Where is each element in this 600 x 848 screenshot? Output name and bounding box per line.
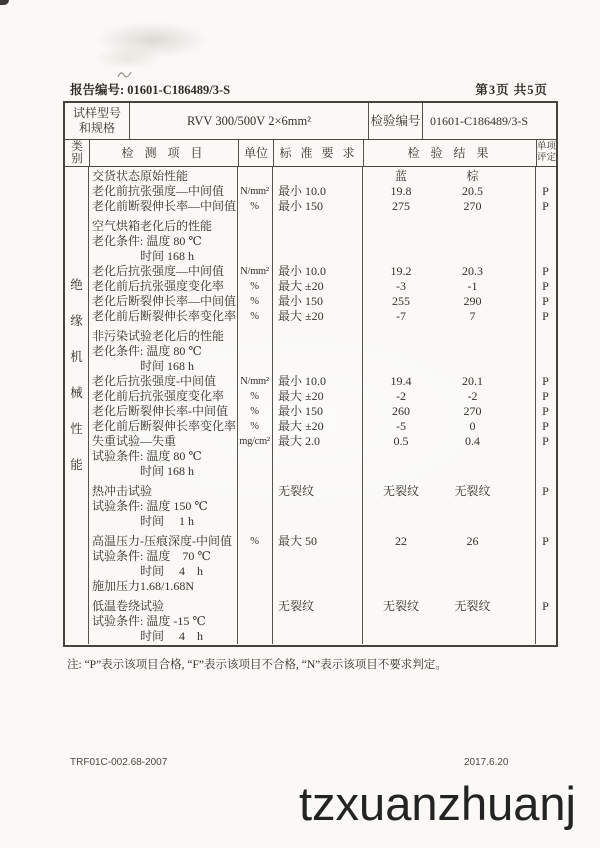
cell-unit bbox=[237, 234, 272, 249]
form-code: TRF01C-002.68-2007 bbox=[70, 757, 168, 768]
cell-evaluation bbox=[535, 329, 556, 344]
result-brown-core: -2 bbox=[467, 389, 478, 403]
cell-results bbox=[362, 599, 535, 614]
cell-results bbox=[362, 264, 535, 279]
table-row bbox=[65, 599, 556, 614]
cell-results bbox=[362, 199, 535, 214]
cell-item: 老化前后抗张强度变化率 bbox=[92, 279, 225, 293]
test-group bbox=[65, 484, 556, 529]
result-blue-core: -7 bbox=[396, 309, 406, 323]
cell-unit: % bbox=[250, 311, 259, 322]
cell-standard: 最大 ±20 bbox=[278, 419, 324, 433]
cell-item: 老化后断裂伸长率-中间值 bbox=[92, 404, 228, 418]
col-header-evaluation-line1: 单项 bbox=[537, 142, 557, 152]
test-group bbox=[65, 534, 556, 594]
cell-results bbox=[362, 249, 535, 264]
cell-item: 时间 1 h bbox=[92, 514, 195, 528]
cell-evaluation bbox=[535, 629, 556, 644]
cell-unit bbox=[237, 329, 272, 344]
cell-item: 空气烘箱老化后的性能 bbox=[92, 219, 213, 233]
col-header-result: 检 验 结 果 bbox=[364, 140, 537, 166]
cell-item: 试验条件: 温度 -15 ℃ bbox=[92, 614, 206, 628]
footnote: 注: “P”表示该项目合格, “F”表示该项目不合格, “N”表示该项目不要求判定。 bbox=[67, 659, 447, 671]
cell-evaluation: P bbox=[542, 404, 549, 418]
cell-evaluation: P bbox=[542, 199, 549, 213]
cell-evaluation: P bbox=[542, 374, 549, 388]
result-blue-core: 260 bbox=[392, 404, 410, 418]
cell-unit bbox=[237, 549, 272, 564]
cell-unit bbox=[237, 629, 272, 644]
sample-spec-value: RVV 300/500V 2×6mm² bbox=[130, 103, 369, 139]
cell-item: 老化后断裂伸长率—中间值 bbox=[92, 294, 237, 308]
col-header-standard: 标 准 要 求 bbox=[274, 140, 364, 166]
result-brown-core bbox=[440, 359, 505, 374]
cell-standard bbox=[272, 169, 362, 184]
table-row bbox=[65, 199, 556, 214]
cell-results bbox=[362, 484, 535, 499]
cell-item: 高温压力-压痕深度-中间值 bbox=[92, 534, 232, 548]
cell-evaluation bbox=[535, 449, 556, 464]
footer-date: 2017.6.20 bbox=[464, 757, 509, 768]
category-char: 性 bbox=[70, 422, 83, 436]
cell-evaluation: P bbox=[542, 484, 549, 498]
cell-item: 低温卷绕试验 bbox=[92, 599, 165, 613]
cell-evaluation: P bbox=[542, 264, 549, 278]
cell-results bbox=[362, 169, 535, 184]
cell-standard: 最小 150 bbox=[278, 404, 324, 418]
result-blue-core bbox=[362, 329, 440, 344]
page-indicator: 第3页 共5页 bbox=[475, 83, 548, 97]
report-number-label: 报告编号: bbox=[70, 83, 128, 97]
result-blue-core bbox=[362, 564, 440, 579]
cell-results bbox=[362, 389, 535, 404]
category-char: 绝 bbox=[70, 278, 83, 292]
result-blue-core: 蓝 bbox=[394, 169, 407, 183]
cell-item: 老化前抗张强度—中间值 bbox=[92, 184, 225, 198]
cell-unit: N/mm² bbox=[240, 266, 269, 277]
result-brown-core: 棕 bbox=[466, 169, 479, 183]
cell-item: 时间 168 h bbox=[92, 464, 195, 478]
table-row bbox=[65, 389, 556, 404]
cell-evaluation: P bbox=[542, 599, 549, 613]
cell-unit bbox=[237, 514, 272, 529]
result-brown-core: 270 bbox=[463, 199, 482, 213]
cell-evaluation bbox=[535, 249, 556, 264]
cell-item: 老化前后断裂伸长率变化率 bbox=[92, 419, 237, 433]
result-brown-core: 无裂纹 bbox=[454, 599, 491, 613]
result-blue-core bbox=[362, 499, 440, 514]
table-row bbox=[65, 329, 556, 344]
cell-results bbox=[362, 219, 535, 234]
result-blue-core: 255 bbox=[392, 294, 410, 308]
cell-item: 老化前后断裂伸长率变化率 bbox=[92, 309, 237, 323]
result-blue-core bbox=[362, 449, 440, 464]
cell-unit bbox=[237, 219, 272, 234]
cell-results bbox=[362, 629, 535, 644]
cell-item: 时间 4 h bbox=[92, 629, 204, 643]
cell-item: 热冲击试验 bbox=[92, 484, 153, 498]
cell-item: 失重试验—失重 bbox=[92, 434, 177, 448]
category-char: 能 bbox=[70, 458, 83, 472]
cell-evaluation bbox=[535, 219, 556, 234]
cell-item: 交货状态原始性能 bbox=[92, 169, 189, 183]
cell-results bbox=[362, 534, 535, 549]
cell-standard: 最大 ±20 bbox=[278, 279, 324, 293]
cell-standard bbox=[272, 549, 362, 564]
test-group bbox=[65, 219, 556, 324]
result-blue-core bbox=[362, 579, 440, 594]
result-blue-core: -3 bbox=[396, 279, 406, 293]
cell-item: 施加压力1.68/1.68N bbox=[92, 579, 195, 593]
cell-unit: % bbox=[250, 281, 259, 292]
table-row bbox=[65, 629, 556, 644]
col-header-item: 检 测 项 目 bbox=[90, 140, 239, 166]
cell-item: 老化后抗张强度-中间值 bbox=[92, 374, 216, 388]
cell-standard: 最大 50 bbox=[278, 534, 318, 548]
cell-standard bbox=[272, 464, 362, 479]
cell-results bbox=[362, 449, 535, 464]
cell-unit: % bbox=[250, 406, 259, 417]
result-blue-core bbox=[362, 234, 440, 249]
table-body bbox=[65, 167, 556, 644]
cell-evaluation: P bbox=[542, 389, 549, 403]
cell-evaluation bbox=[535, 614, 556, 629]
result-brown-core: 290 bbox=[463, 294, 482, 308]
cell-item: 老化后抗张强度—中间值 bbox=[92, 264, 225, 278]
cell-standard bbox=[272, 234, 362, 249]
result-brown-core bbox=[440, 549, 505, 564]
cell-evaluation: P bbox=[542, 434, 549, 448]
cell-evaluation bbox=[535, 359, 556, 374]
test-group bbox=[65, 329, 556, 479]
cell-unit bbox=[237, 464, 272, 479]
table-row bbox=[65, 499, 556, 514]
result-brown-core: -1 bbox=[467, 279, 478, 293]
sample-spec-label-line2: 和规格 bbox=[78, 121, 115, 135]
result-blue-core: 19.8 bbox=[390, 184, 412, 198]
table-row bbox=[65, 219, 556, 234]
cell-standard bbox=[272, 629, 362, 644]
table-row bbox=[65, 434, 556, 449]
table-row bbox=[65, 614, 556, 629]
cell-standard: 最小 10.0 bbox=[278, 184, 327, 198]
cell-results bbox=[362, 279, 535, 294]
result-brown-core: 270 bbox=[463, 404, 482, 418]
result-blue-core bbox=[362, 344, 440, 359]
cell-item: 老化条件: 温度 80 ℃ bbox=[92, 234, 202, 248]
cell-results bbox=[362, 184, 535, 199]
result-brown-core bbox=[440, 614, 505, 629]
cell-item: 试验条件: 温度 70 ℃ bbox=[92, 549, 211, 563]
cell-standard: 最小 10.0 bbox=[278, 374, 327, 388]
cell-unit bbox=[237, 499, 272, 514]
table-row bbox=[65, 309, 556, 324]
cell-results bbox=[362, 579, 535, 594]
cell-standard: 无裂纹 bbox=[278, 599, 315, 613]
result-blue-core bbox=[362, 614, 440, 629]
cell-results bbox=[362, 564, 535, 579]
cell-standard bbox=[272, 344, 362, 359]
cell-results bbox=[362, 294, 535, 309]
category-char: 机 bbox=[70, 350, 83, 364]
cell-evaluation bbox=[535, 464, 556, 479]
cell-standard: 最大 2.0 bbox=[278, 434, 321, 448]
cell-standard bbox=[272, 614, 362, 629]
cell-results bbox=[362, 234, 535, 249]
cell-unit: N/mm² bbox=[240, 376, 269, 387]
cell-standard bbox=[272, 564, 362, 579]
cell-evaluation bbox=[535, 579, 556, 594]
result-blue-core: 275 bbox=[392, 199, 410, 213]
scan-corner-artifact bbox=[0, 0, 9, 5]
result-blue-core bbox=[362, 464, 440, 479]
result-blue-core: 19.4 bbox=[390, 374, 412, 388]
cell-unit: % bbox=[250, 296, 259, 307]
column-header-row bbox=[65, 140, 556, 167]
inspection-number-value: 01601-C186489/3-S bbox=[430, 113, 529, 128]
cell-unit bbox=[237, 249, 272, 264]
cell-evaluation bbox=[535, 499, 556, 514]
table-row bbox=[65, 234, 556, 249]
cell-results bbox=[362, 419, 535, 434]
result-brown-core bbox=[440, 344, 505, 359]
cell-item: 老化条件: 温度 80 ℃ bbox=[92, 344, 202, 358]
cell-standard bbox=[272, 329, 362, 344]
cell-evaluation: P bbox=[542, 294, 549, 308]
result-blue-core bbox=[362, 514, 440, 529]
result-blue-core: 22 bbox=[395, 534, 407, 548]
cell-unit: N/mm² bbox=[240, 186, 269, 197]
cell-unit bbox=[237, 169, 272, 184]
result-blue-core: -2 bbox=[396, 389, 406, 403]
cell-item: 试验条件: 温度 150 ℃ bbox=[92, 499, 208, 513]
result-blue-core: 无裂纹 bbox=[382, 484, 419, 498]
cell-standard bbox=[272, 359, 362, 374]
cell-standard: 最大 ±20 bbox=[278, 389, 324, 403]
cell-evaluation: P bbox=[542, 419, 549, 433]
table-row bbox=[65, 264, 556, 279]
table-row bbox=[65, 534, 556, 549]
cell-unit bbox=[237, 484, 272, 499]
cell-results bbox=[362, 359, 535, 374]
table-row bbox=[65, 484, 556, 499]
result-blue-core bbox=[362, 219, 440, 234]
cell-standard bbox=[272, 219, 362, 234]
cell-standard bbox=[272, 249, 362, 264]
cell-results bbox=[362, 374, 535, 389]
cell-evaluation bbox=[535, 514, 556, 529]
table-row bbox=[65, 184, 556, 199]
grid-line-unit bbox=[272, 167, 273, 644]
result-brown-core bbox=[440, 464, 505, 479]
result-brown-core bbox=[440, 219, 505, 234]
table-row bbox=[65, 169, 556, 184]
result-blue-core bbox=[362, 249, 440, 264]
result-brown-core: 无裂纹 bbox=[454, 484, 491, 498]
cell-evaluation bbox=[535, 169, 556, 184]
cell-results bbox=[362, 614, 535, 629]
col-header-unit: 单位 bbox=[239, 140, 274, 166]
table-row bbox=[65, 549, 556, 564]
cell-item: 时间 4 h bbox=[92, 564, 204, 578]
result-brown-core bbox=[440, 449, 505, 464]
inspection-number-label: 检验编号 bbox=[369, 103, 423, 139]
cell-standard: 无裂纹 bbox=[278, 484, 315, 498]
table-row bbox=[65, 359, 556, 374]
result-blue-core bbox=[362, 359, 440, 374]
table-row bbox=[65, 514, 556, 529]
result-blue-core bbox=[362, 549, 440, 564]
cell-results bbox=[362, 549, 535, 564]
table-row bbox=[65, 419, 556, 434]
cell-unit: % bbox=[250, 421, 259, 432]
result-brown-core bbox=[440, 329, 505, 344]
sample-info-row bbox=[65, 103, 556, 140]
result-brown-core: 20.1 bbox=[462, 374, 483, 388]
cell-unit: mg/cm² bbox=[239, 436, 270, 447]
cell-results bbox=[362, 309, 535, 324]
result-blue-core: 0.5 bbox=[393, 434, 409, 448]
cell-evaluation bbox=[535, 549, 556, 564]
cell-unit: % bbox=[250, 391, 259, 402]
table-row bbox=[65, 279, 556, 294]
result-brown-core bbox=[440, 629, 505, 644]
cell-evaluation bbox=[535, 564, 556, 579]
category-vertical-label bbox=[65, 275, 88, 473]
cell-standard bbox=[272, 499, 362, 514]
category-char: 械 bbox=[70, 386, 83, 400]
result-blue-core: 无裂纹 bbox=[382, 599, 419, 613]
cell-item: 老化前后抗张强度变化率 bbox=[92, 389, 225, 403]
cell-unit: % bbox=[250, 536, 259, 547]
table-row bbox=[65, 464, 556, 479]
cell-results bbox=[362, 514, 535, 529]
grid-line-category bbox=[88, 167, 89, 644]
table-row bbox=[65, 404, 556, 419]
report-header-line bbox=[70, 80, 560, 96]
cell-results bbox=[362, 329, 535, 344]
result-brown-core: 20.5 bbox=[462, 184, 483, 198]
cell-item: 试验条件: 温度 80 ℃ bbox=[92, 449, 202, 463]
test-group bbox=[65, 169, 556, 214]
cell-unit bbox=[237, 564, 272, 579]
col-header-evaluation-line2: 评定 bbox=[537, 153, 557, 163]
col-header-evaluation bbox=[537, 140, 556, 166]
result-brown-core bbox=[440, 234, 505, 249]
col-header-category-line1: 类 bbox=[71, 141, 83, 153]
cell-evaluation bbox=[535, 344, 556, 359]
table-row bbox=[65, 249, 556, 264]
cell-evaluation: P bbox=[542, 309, 549, 323]
table-rows-container bbox=[65, 169, 556, 644]
result-blue-core bbox=[362, 629, 440, 644]
report-number-value: 01601-C186489/3-S bbox=[127, 83, 231, 97]
watermark-text: tzxuanzhuanj bbox=[299, 777, 576, 830]
category-char: 缘 bbox=[70, 314, 83, 328]
cell-item: 时间 168 h bbox=[92, 249, 195, 263]
cell-unit bbox=[237, 449, 272, 464]
table-row bbox=[65, 374, 556, 389]
result-brown-core: 7 bbox=[469, 309, 476, 323]
cell-evaluation: P bbox=[542, 534, 549, 548]
result-blue-core: -5 bbox=[396, 419, 406, 433]
sample-spec-label bbox=[65, 103, 130, 139]
cell-standard: 最小 150 bbox=[278, 199, 324, 213]
cell-unit bbox=[237, 614, 272, 629]
cell-unit bbox=[237, 359, 272, 374]
cell-standard bbox=[272, 449, 362, 464]
table-row bbox=[65, 564, 556, 579]
cell-item: 时间 168 h bbox=[92, 359, 195, 373]
cell-unit bbox=[237, 579, 272, 594]
table-row bbox=[65, 294, 556, 309]
grid-line-item bbox=[237, 167, 238, 644]
grid-line-result bbox=[535, 167, 536, 644]
result-brown-core: 26 bbox=[466, 534, 479, 548]
table-row bbox=[65, 344, 556, 359]
test-group bbox=[65, 599, 556, 644]
cell-results bbox=[362, 499, 535, 514]
cell-unit bbox=[237, 599, 272, 614]
cell-evaluation bbox=[535, 234, 556, 249]
inspection-table bbox=[63, 101, 558, 647]
table-row bbox=[65, 449, 556, 464]
cell-standard: 最大 ±20 bbox=[278, 309, 324, 323]
result-brown-core bbox=[440, 249, 505, 264]
table-row bbox=[65, 579, 556, 594]
cell-evaluation: P bbox=[542, 184, 549, 198]
result-brown-core: 20.3 bbox=[462, 264, 483, 278]
cell-results bbox=[362, 404, 535, 419]
result-brown-core: 0 bbox=[469, 419, 476, 433]
cell-results bbox=[362, 434, 535, 449]
cell-results bbox=[362, 464, 535, 479]
grid-line-standard bbox=[362, 167, 363, 644]
sample-spec-label-line1: 试样型号 bbox=[72, 106, 121, 120]
cell-standard: 最小 150 bbox=[278, 294, 324, 308]
cell-item: 非污染试验老化后的性能 bbox=[92, 329, 225, 343]
result-brown-core: 0.4 bbox=[465, 434, 480, 448]
result-brown-core bbox=[440, 499, 505, 514]
cell-results bbox=[362, 344, 535, 359]
cell-standard bbox=[272, 514, 362, 529]
result-brown-core bbox=[440, 579, 505, 594]
result-blue-core: 19.2 bbox=[390, 264, 412, 278]
cell-item: 老化前断裂伸长率—中间值 bbox=[92, 199, 237, 213]
col-header-category bbox=[65, 140, 90, 166]
cell-unit: % bbox=[250, 201, 259, 212]
cell-evaluation: P bbox=[542, 279, 549, 293]
cell-standard bbox=[272, 579, 362, 594]
result-brown-core bbox=[440, 514, 505, 529]
col-header-category-line2: 别 bbox=[71, 153, 83, 165]
result-brown-core bbox=[440, 564, 505, 579]
cell-standard: 最小 10.0 bbox=[278, 264, 327, 278]
cell-unit bbox=[237, 344, 272, 359]
